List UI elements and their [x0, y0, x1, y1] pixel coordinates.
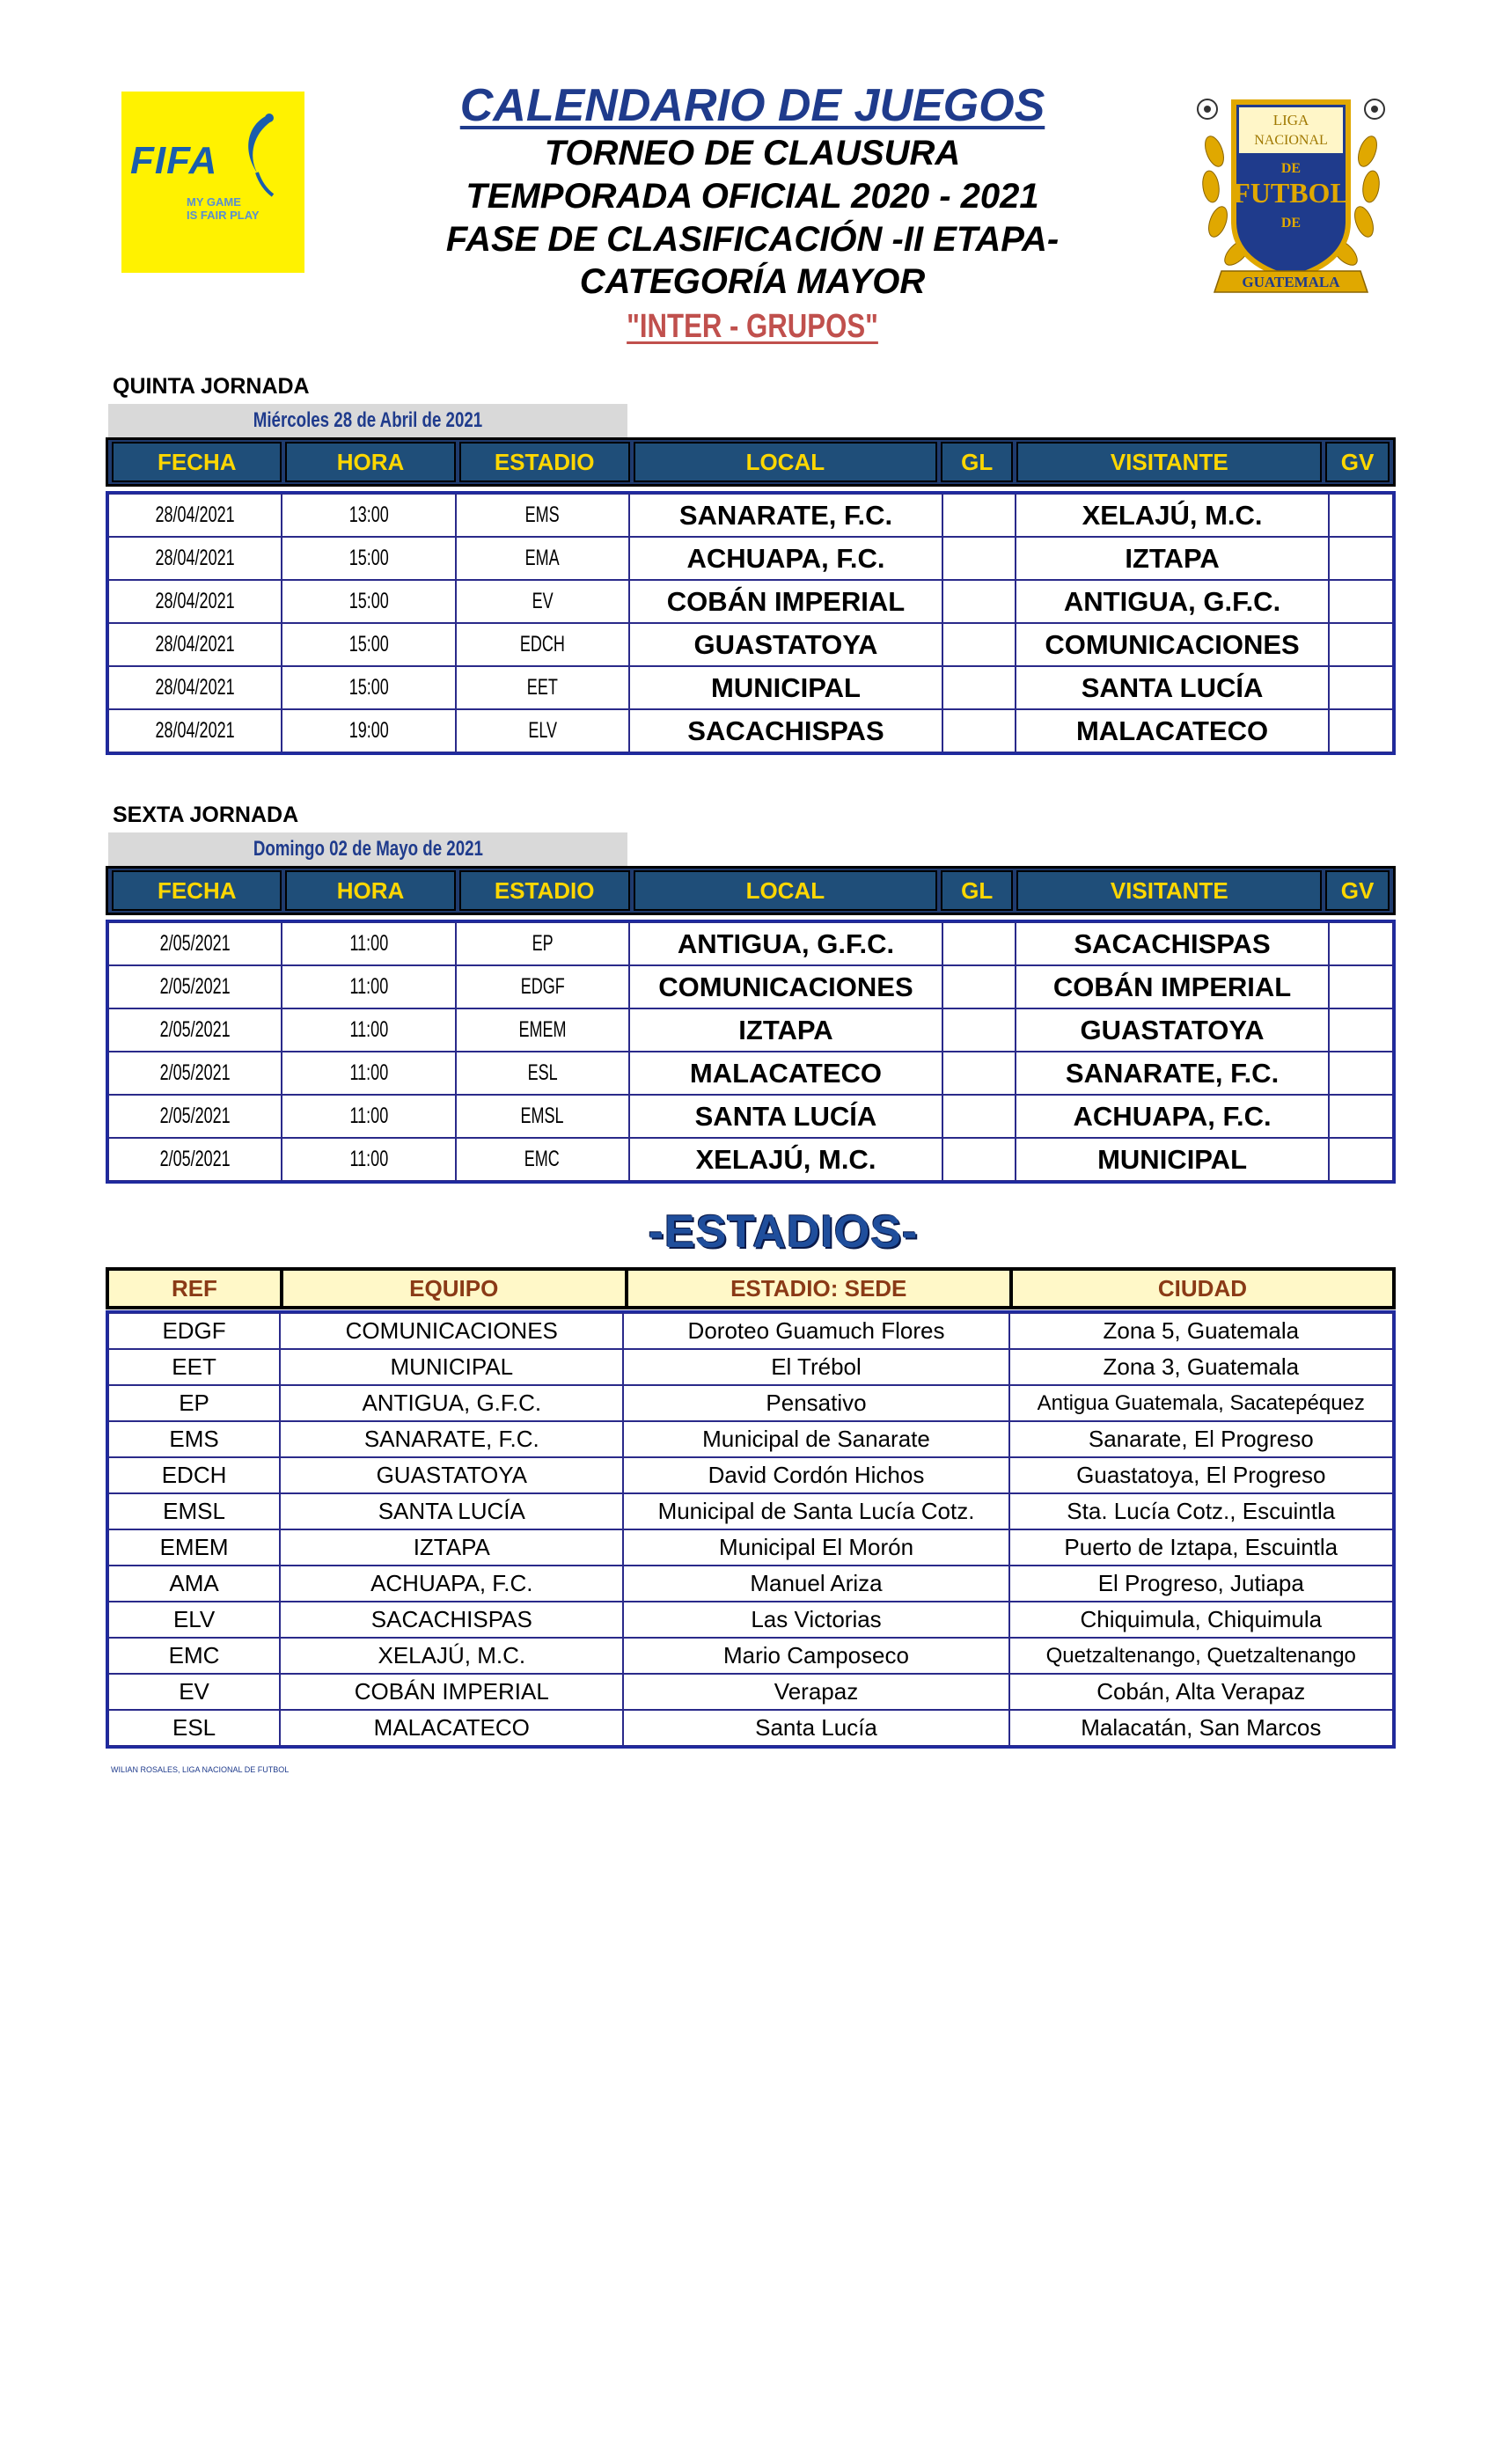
game-fecha-text: 2/05/2021	[159, 1104, 231, 1128]
liga-nacional-crest-logo	[1195, 90, 1387, 301]
game-hora-text: 15:00	[348, 675, 389, 700]
game-cell-visitante: MUNICIPAL	[1016, 1138, 1329, 1181]
col-gv: GV	[1325, 870, 1390, 911]
col-local: LOCAL	[634, 870, 937, 911]
estadio-cell-sede: Municipal El Morón	[623, 1529, 1008, 1566]
game-fecha-text: 2/05/2021	[159, 1147, 231, 1171]
game-cell-visitante: XELAJÚ, M.C.	[1016, 494, 1329, 537]
game-estadio-text: EMA	[524, 546, 560, 570]
game-cell-gl	[942, 922, 1016, 965]
game-cell-hora	[282, 623, 455, 666]
game-cell-estadio	[456, 1138, 629, 1181]
estadio-cell-ciudad: Sanarate, El Progreso	[1009, 1421, 1393, 1457]
estadio-cell-sede: El Trébol	[623, 1349, 1008, 1385]
jornada-date	[108, 404, 627, 437]
fifa-wordmark: FIFA	[130, 139, 218, 182]
estadio-cell-equipo: COMUNICACIONES	[280, 1313, 623, 1349]
estadio-cell-ref: AMA	[108, 1566, 280, 1602]
game-row	[108, 1095, 1393, 1138]
estadio-cell-ciudad: Zona 5, Guatemala	[1009, 1313, 1393, 1349]
jornada-date-text: Domingo 02 de Mayo de 2021	[253, 837, 483, 861]
estadio-cell-equipo: ACHUAPA, F.C.	[280, 1566, 623, 1602]
estadios-table	[106, 1310, 1396, 1749]
game-estadio-text: EMS	[524, 502, 560, 527]
game-estadio-text: EET	[526, 675, 558, 700]
game-cell-fecha	[108, 965, 282, 1008]
game-cell-fecha	[108, 537, 282, 580]
phase-label: FASE DE CLASIFICACIÓN -II ETAPA-	[445, 220, 1060, 259]
group-label: "INTER - GRUPOS"	[627, 308, 878, 345]
game-fecha-text: 28/04/2021	[155, 718, 235, 743]
game-cell-gv	[1329, 1138, 1393, 1181]
game-estadio-text: EDCH	[519, 632, 565, 656]
estadio-cell-ciudad: Cobán, Alta Verapaz	[1009, 1674, 1393, 1710]
game-cell-estadio	[456, 965, 629, 1008]
game-fecha-text: 28/04/2021	[155, 632, 235, 656]
col-estadio: ESTADIO	[459, 442, 630, 482]
game-row	[108, 1138, 1393, 1181]
game-hora-text: 11:00	[349, 931, 388, 956]
game-cell-local: MALACATECO	[629, 1052, 942, 1095]
game-cell-gl	[942, 1008, 1016, 1052]
game-cell-gv	[1329, 666, 1393, 709]
game-estadio-text: EDGF	[520, 974, 565, 999]
estadio-cell-ref: EV	[108, 1674, 280, 1710]
estadio-cell-sede: Municipal de Sanarate	[623, 1421, 1008, 1457]
liga-crest-text-guatemala: GUATEMALA	[1242, 274, 1340, 290]
game-cell-visitante: ANTIGUA, G.F.C.	[1016, 580, 1329, 623]
game-estadio-text: ESL	[527, 1060, 558, 1085]
jornada-label: QUINTA JORNADA	[113, 374, 310, 399]
game-estadio-text: EP	[532, 931, 554, 956]
estadio-row	[108, 1493, 1393, 1529]
col-equipo: EQUIPO	[282, 1269, 627, 1308]
game-estadio-text: EMEM	[518, 1017, 567, 1042]
game-row	[108, 666, 1393, 709]
estadio-cell-equipo: MUNICIPAL	[280, 1349, 623, 1385]
game-cell-visitante: SACACHISPAS	[1016, 922, 1329, 965]
season-label: TEMPORADA OFICIAL 2020 - 2021	[466, 177, 1039, 216]
liga-crest-text-liga: LIGA	[1272, 112, 1309, 128]
game-cell-gl	[942, 666, 1016, 709]
game-cell-gv	[1329, 1095, 1393, 1138]
col-sede: ESTADIO: SEDE	[627, 1269, 1011, 1308]
estadio-cell-ref: EMSL	[108, 1493, 280, 1529]
game-cell-visitante: COMUNICACIONES	[1016, 623, 1329, 666]
col-visitante: VISITANTE	[1016, 870, 1322, 911]
game-estadio-text: EMC	[524, 1147, 561, 1171]
game-cell-gv	[1329, 965, 1393, 1008]
estadio-cell-ref: EMC	[108, 1638, 280, 1674]
estadio-cell-ciudad: Malacatán, San Marcos	[1009, 1710, 1393, 1746]
game-fecha-text: 28/04/2021	[155, 546, 235, 570]
fifa-fair-play-logo	[121, 92, 304, 273]
estadio-cell-sede: Municipal de Santa Lucía Cotz.	[623, 1493, 1008, 1529]
estadio-cell-sede: Doroteo Guamuch Flores	[623, 1313, 1008, 1349]
footer-credit: WILIAN ROSALES, LIGA NACIONAL DE FUTBOL	[111, 1765, 290, 1774]
game-cell-estadio	[456, 666, 629, 709]
estadio-row	[108, 1529, 1393, 1566]
game-hora-text: 11:00	[349, 1147, 388, 1171]
jornada-date	[108, 832, 627, 866]
estadio-row	[108, 1710, 1393, 1746]
game-fecha-text: 28/04/2021	[155, 502, 235, 527]
game-hora-text: 11:00	[349, 1017, 388, 1042]
game-cell-fecha	[108, 494, 282, 537]
col-gv: GV	[1325, 442, 1390, 482]
game-cell-estadio	[456, 922, 629, 965]
game-fecha-text: 2/05/2021	[159, 1060, 231, 1085]
games-table	[106, 491, 1396, 755]
estadio-cell-equipo: COBÁN IMPERIAL	[280, 1674, 623, 1710]
estadio-cell-equipo: SANARATE, F.C.	[280, 1421, 623, 1457]
estadio-row	[108, 1313, 1393, 1349]
col-hora: HORA	[285, 870, 455, 911]
game-cell-local: SACACHISPAS	[629, 709, 942, 752]
game-cell-hora	[282, 580, 455, 623]
game-fecha-text: 2/05/2021	[159, 974, 231, 999]
game-cell-fecha	[108, 1138, 282, 1181]
estadio-cell-ciudad: Chiquimula, Chiquimula	[1009, 1602, 1393, 1638]
game-cell-fecha	[108, 922, 282, 965]
estadio-row	[108, 1457, 1393, 1493]
estadio-cell-equipo: SACACHISPAS	[280, 1602, 623, 1638]
game-cell-estadio	[456, 1008, 629, 1052]
game-cell-visitante: IZTAPA	[1016, 537, 1329, 580]
game-cell-gv	[1329, 623, 1393, 666]
game-cell-gv	[1329, 537, 1393, 580]
game-hora-text: 15:00	[348, 632, 389, 656]
game-row	[108, 1008, 1393, 1052]
game-estadio-text: EMSL	[520, 1104, 564, 1128]
game-cell-visitante: MALACATECO	[1016, 709, 1329, 752]
game-cell-fecha	[108, 1095, 282, 1138]
col-ref: REF	[107, 1269, 282, 1308]
estadio-row	[108, 1385, 1393, 1421]
fair-play-swirl-icon	[231, 109, 287, 197]
col-fecha: FECHA	[112, 870, 282, 911]
estadio-cell-ciudad: Puerto de Iztapa, Escuintla	[1009, 1529, 1393, 1566]
game-cell-local: COMUNICACIONES	[629, 965, 942, 1008]
game-row	[108, 922, 1393, 965]
game-cell-local: ANTIGUA, G.F.C.	[629, 922, 942, 965]
game-cell-estadio	[456, 580, 629, 623]
estadio-cell-sede: Santa Lucía	[623, 1710, 1008, 1746]
game-hora-text: 15:00	[348, 546, 389, 570]
estadio-cell-ref: EDCH	[108, 1457, 280, 1493]
estadios-title: -ESTADIOS-	[648, 1206, 919, 1258]
game-cell-gl	[942, 1138, 1016, 1181]
game-cell-estadio	[456, 1095, 629, 1138]
game-fecha-text: 2/05/2021	[159, 931, 231, 956]
estadio-cell-ref: EMEM	[108, 1529, 280, 1566]
col-estadio: ESTADIO	[459, 870, 630, 911]
game-cell-gl	[942, 1052, 1016, 1095]
game-cell-fecha	[108, 623, 282, 666]
estadio-cell-sede: Mario Camposeco	[623, 1638, 1008, 1674]
estadio-cell-equipo: XELAJÚ, M.C.	[280, 1638, 623, 1674]
estadio-row	[108, 1349, 1393, 1385]
game-cell-gv	[1329, 709, 1393, 752]
estadio-cell-sede: David Cordón Hichos	[623, 1457, 1008, 1493]
liga-crest-text-nacional: NACIONAL	[1254, 133, 1328, 148]
fifa-tagline-1: MY GAME	[187, 195, 241, 209]
game-fecha-text: 28/04/2021	[155, 589, 235, 613]
estadio-cell-equipo: SANTA LUCÍA	[280, 1493, 623, 1529]
estadio-cell-sede: Pensativo	[623, 1385, 1008, 1421]
game-hora-text: 11:00	[349, 1060, 388, 1085]
game-hora-text: 15:00	[348, 589, 389, 613]
games-table-header	[106, 866, 1396, 915]
game-cell-visitante: ACHUAPA, F.C.	[1016, 1095, 1329, 1138]
game-cell-fecha	[108, 1052, 282, 1095]
game-cell-gv	[1329, 580, 1393, 623]
game-cell-hora	[282, 1138, 455, 1181]
estadio-cell-ref: EMS	[108, 1421, 280, 1457]
game-cell-gl	[942, 580, 1016, 623]
game-cell-visitante: GUASTATOYA	[1016, 1008, 1329, 1052]
estadio-row	[108, 1421, 1393, 1457]
col-hora: HORA	[285, 442, 455, 482]
liga-crest-text-de-2: DE	[1280, 216, 1302, 231]
estadio-cell-ref: ELV	[108, 1602, 280, 1638]
game-cell-gv	[1329, 1008, 1393, 1052]
game-cell-local: COBÁN IMPERIAL	[629, 580, 942, 623]
games-table-header	[106, 437, 1396, 487]
game-estadio-text: EV	[532, 589, 554, 613]
game-cell-gl	[942, 537, 1016, 580]
estadio-cell-ciudad: Sta. Lucía Cotz., Escuintla	[1009, 1493, 1393, 1529]
game-row	[108, 709, 1393, 752]
game-cell-estadio	[456, 623, 629, 666]
fifa-tagline-2: IS FAIR PLAY	[187, 209, 260, 222]
page-title: CALENDARIO DE JUEGOS	[459, 80, 1045, 131]
game-cell-gv	[1329, 494, 1393, 537]
estadio-cell-ref: ESL	[108, 1710, 280, 1746]
estadio-cell-sede: Manuel Ariza	[623, 1566, 1008, 1602]
tournament-name: TORNEO DE CLAUSURA	[544, 134, 961, 172]
games-table	[106, 920, 1396, 1184]
col-local: LOCAL	[634, 442, 937, 482]
game-cell-local: SANARATE, F.C.	[629, 494, 942, 537]
game-row	[108, 623, 1393, 666]
liga-crest-text-futbol: FUTBOL	[1233, 177, 1349, 209]
game-cell-visitante: SANARATE, F.C.	[1016, 1052, 1329, 1095]
estadio-cell-equipo: GUASTATOYA	[280, 1457, 623, 1493]
game-cell-visitante: SANTA LUCÍA	[1016, 666, 1329, 709]
game-cell-gl	[942, 1095, 1016, 1138]
game-cell-estadio	[456, 494, 629, 537]
game-cell-hora	[282, 494, 455, 537]
game-cell-estadio	[456, 1052, 629, 1095]
liga-crest-text-de-1: DE	[1280, 161, 1302, 176]
game-cell-local: MUNICIPAL	[629, 666, 942, 709]
game-hora-text: 11:00	[349, 1104, 388, 1128]
estadio-cell-equipo: MALACATECO	[280, 1710, 623, 1746]
col-gl: GL	[941, 442, 1014, 482]
col-gl: GL	[941, 870, 1014, 911]
estadio-cell-sede: Las Victorias	[623, 1602, 1008, 1638]
game-row	[108, 494, 1393, 537]
jornada-label: SEXTA JORNADA	[113, 803, 299, 827]
game-cell-hora	[282, 537, 455, 580]
estadio-cell-ciudad: Zona 3, Guatemala	[1009, 1349, 1393, 1385]
col-ciudad: CIUDAD	[1011, 1269, 1394, 1308]
estadio-cell-ciudad: Guastatoya, El Progreso	[1009, 1457, 1393, 1493]
game-cell-hora	[282, 1052, 455, 1095]
game-cell-local: GUASTATOYA	[629, 623, 942, 666]
game-cell-local: SANTA LUCÍA	[629, 1095, 942, 1138]
game-cell-hora	[282, 965, 455, 1008]
game-row	[108, 537, 1393, 580]
game-cell-fecha	[108, 709, 282, 752]
game-cell-visitante: COBÁN IMPERIAL	[1016, 965, 1329, 1008]
game-cell-fecha	[108, 666, 282, 709]
game-fecha-text: 2/05/2021	[159, 1017, 231, 1042]
estadio-row	[108, 1674, 1393, 1710]
game-cell-gl	[942, 965, 1016, 1008]
game-cell-hora	[282, 1008, 455, 1052]
game-estadio-text: ELV	[527, 718, 557, 743]
estadio-row	[108, 1638, 1393, 1674]
game-hora-text: 19:00	[348, 718, 389, 743]
fifa-tagline	[187, 195, 260, 222]
estadio-cell-equipo: ANTIGUA, G.F.C.	[280, 1385, 623, 1421]
game-cell-gl	[942, 709, 1016, 752]
game-fecha-text: 28/04/2021	[155, 675, 235, 700]
estadio-row	[108, 1566, 1393, 1602]
estadio-cell-ciudad: El Progreso, Jutiapa	[1009, 1566, 1393, 1602]
game-cell-local: IZTAPA	[629, 1008, 942, 1052]
game-hora-text: 11:00	[349, 974, 388, 999]
game-hora-text: 13:00	[348, 502, 389, 527]
category-label: CATEGORÍA MAYOR	[579, 262, 926, 301]
game-cell-local: ACHUAPA, F.C.	[629, 537, 942, 580]
estadio-cell-ref: EET	[108, 1349, 280, 1385]
game-row	[108, 1052, 1393, 1095]
col-visitante: VISITANTE	[1016, 442, 1322, 482]
game-cell-gl	[942, 623, 1016, 666]
game-row	[108, 580, 1393, 623]
game-cell-fecha	[108, 580, 282, 623]
estadios-table-header	[106, 1267, 1396, 1309]
game-cell-fecha	[108, 1008, 282, 1052]
estadio-cell-sede: Verapaz	[623, 1674, 1008, 1710]
estadio-cell-ciudad: Antigua Guatemala, Sacatepéquez	[1009, 1385, 1393, 1421]
estadio-cell-ciudad: Quetzaltenango, Quetzaltenango	[1009, 1638, 1393, 1674]
estadio-cell-ref: EP	[108, 1385, 280, 1421]
jornada-date-text: Miércoles 28 de Abril de 2021	[253, 408, 483, 432]
game-cell-hora	[282, 666, 455, 709]
estadio-row	[108, 1602, 1393, 1638]
game-cell-gv	[1329, 1052, 1393, 1095]
game-cell-estadio	[456, 709, 629, 752]
game-cell-estadio	[456, 537, 629, 580]
game-cell-hora	[282, 922, 455, 965]
game-cell-hora	[282, 1095, 455, 1138]
game-cell-local: XELAJÚ, M.C.	[629, 1138, 942, 1181]
estadio-cell-equipo: IZTAPA	[280, 1529, 623, 1566]
game-cell-gl	[942, 494, 1016, 537]
estadio-cell-ref: EDGF	[108, 1313, 280, 1349]
col-fecha: FECHA	[112, 442, 282, 482]
game-row	[108, 965, 1393, 1008]
game-cell-hora	[282, 709, 455, 752]
game-cell-gv	[1329, 922, 1393, 965]
